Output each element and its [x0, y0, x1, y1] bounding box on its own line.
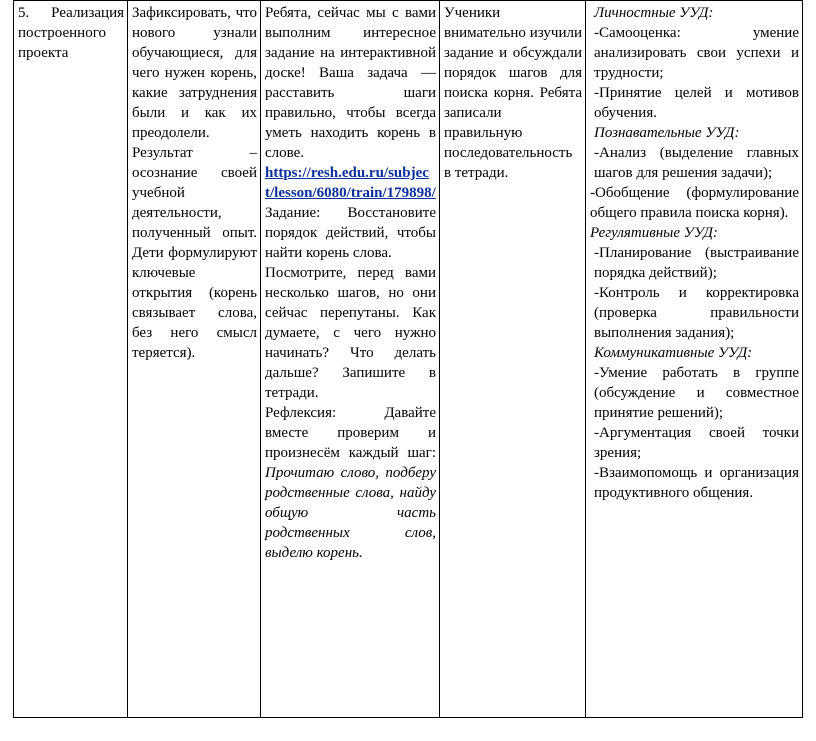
communicative-title: Коммуникативные УУД: — [594, 345, 753, 361]
cognitive-item: -Анализ (выделение главных шагов для решения задачи); — [594, 145, 799, 181]
teacher-cell — [261, 1, 440, 718]
cognitive-item: -Обобщение (формулирование общего правила поиска корня). — [590, 185, 799, 221]
teacher-intro: Ребята, сейчас мы с вами выполним интересное задание на интерактивной доске! Ваша задача — расставить шаги правильно, чтобы всегда уметь находить корень в слове. — [265, 5, 436, 161]
communicative-item: -Взаимопомощь и организация продуктивного общения. — [594, 465, 799, 501]
regulatory-item: -Планирование (выстраивание порядка действий); — [594, 245, 799, 281]
personal-title: Личностные УУД: — [594, 5, 714, 21]
stage-cell — [14, 1, 128, 718]
teacher-reflection — [265, 403, 436, 563]
teacher-question: Посмотрите, перед вами несколько шагов, но они сейчас перепутаны. Как думаете, с чего нужно начинать? Что делать дальше? Запишите в тетради. — [265, 265, 436, 401]
teacher-task: Задание: Восстановите порядок действий, чтобы найти корень слова. — [265, 205, 436, 261]
communicative-item: -Умение работать в группе (обсуждение и совместное принятие решений); — [594, 365, 799, 421]
communicative-item: -Аргументация своей точки зрения; — [594, 425, 799, 461]
regulatory-title: Регулятивные УУД: — [590, 225, 718, 241]
goal-text: Зафиксировать, что нового узнали обучающиеся, для чего нужен корень, какие затруднения были и как их преодолели. Результат – осознание своей учебной деятельности, полученный опыт. Дети формулируют ключевые открытия (корень связывает слова, без него смысл теряется). — [132, 5, 257, 361]
regulatory-item: -Контроль и корректировка (проверка правильности выполнения задания); — [594, 285, 799, 341]
stage-text: 5. Реализация построенного проекта — [18, 5, 124, 61]
cognitive-title: Познавательные УУД: — [594, 125, 740, 141]
students-text: Ученики внимательно изучили задание и обсуждали порядок шагов для поиска корня. Ребята записали правильную последовательность в тетради. — [444, 5, 582, 181]
lesson-table — [13, 0, 803, 718]
table-row — [14, 1, 803, 718]
uud-cell — [586, 1, 803, 718]
reflection-lead: Рефлексия: Давайте вместе проверим и произнесём каждый шаг: — [265, 405, 436, 461]
personal-item: -Самооценка: умение анализировать свои успехи и трудности; — [594, 25, 799, 81]
resh-link[interactable]: https://resh.edu.ru/subject/lesson/6080/train/179898/ — [265, 165, 436, 201]
goal-cell — [128, 1, 261, 718]
students-cell — [440, 1, 586, 718]
reflection-steps: Прочитаю слово, подберу родственные слова, найду общую часть родственных слов, выделю корень. — [265, 465, 436, 561]
personal-item: -Принятие целей и мотивов обучения. — [594, 85, 799, 121]
